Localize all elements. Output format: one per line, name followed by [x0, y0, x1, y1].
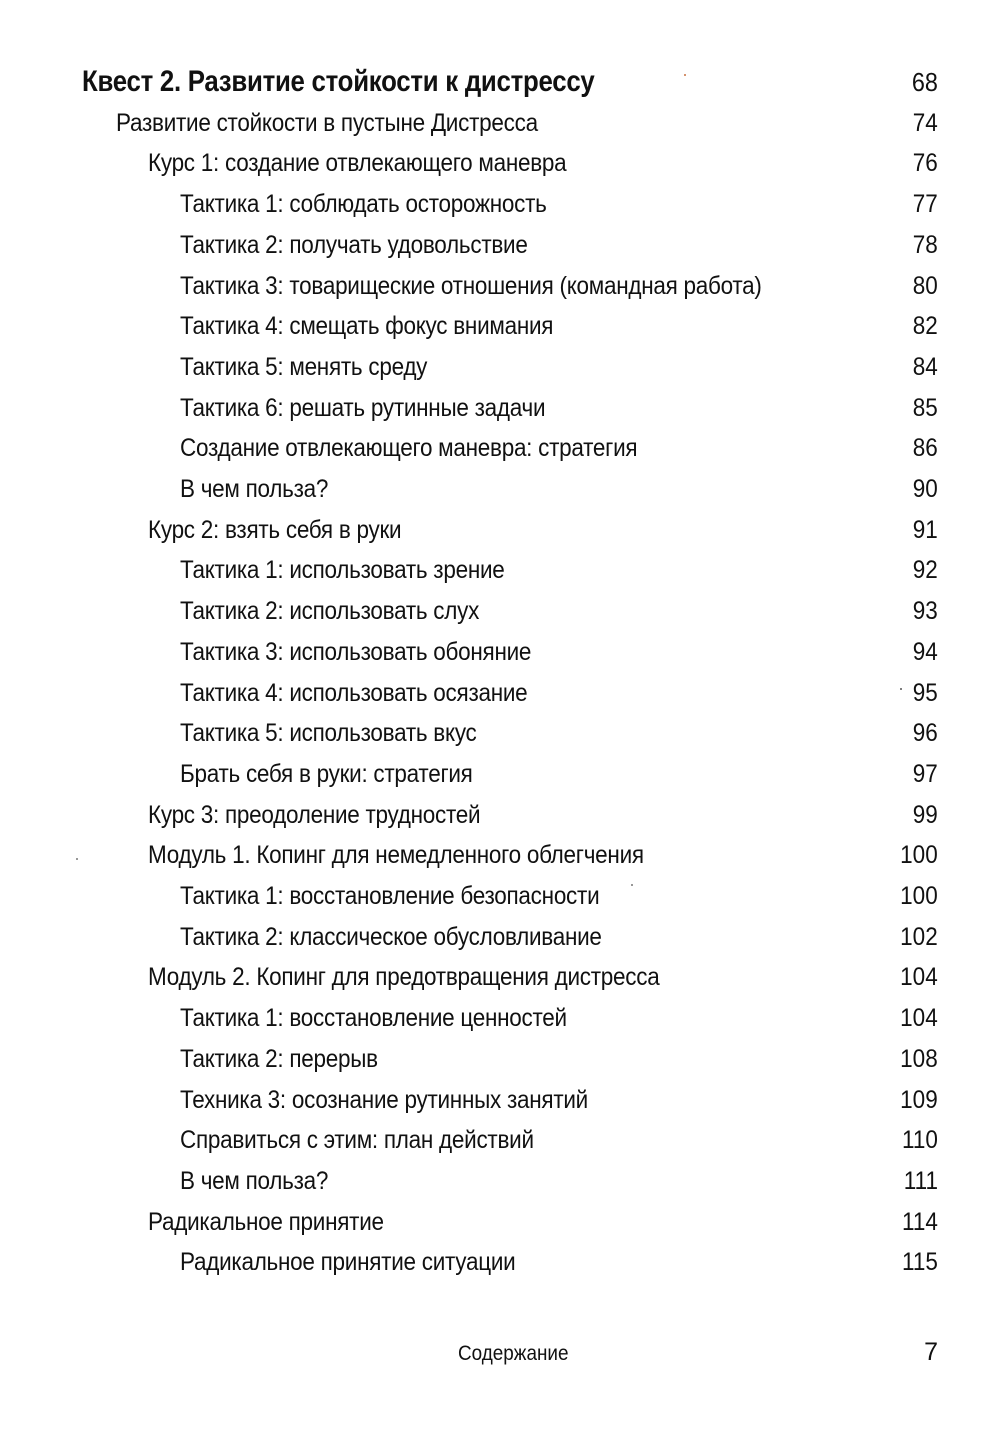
- toc-entry-page: 96: [912, 719, 938, 748]
- toc-entry-page: 95: [912, 678, 938, 707]
- toc-entry[interactable]: [0, 550, 1000, 590]
- toc-entry-title: Радикальное принятие ситуации: [180, 1248, 516, 1277]
- toc-entry[interactable]: [0, 103, 1000, 143]
- toc-entry-title: Тактика 2: перерыв: [180, 1044, 378, 1073]
- toc-entry[interactable]: [0, 1202, 1000, 1242]
- toc-entry-title: Курс 1: создание отвлекающего маневра: [148, 149, 567, 178]
- toc-entry-title: Создание отвлекающего маневра: стратегия: [180, 434, 638, 463]
- toc-entry-title: Тактика 4: использовать осязание: [180, 678, 528, 707]
- toc-entry[interactable]: [0, 225, 1000, 265]
- toc-entry-page: 77: [912, 190, 938, 219]
- toc-entry-page: 115: [902, 1248, 938, 1277]
- toc-entry-page: 109: [900, 1085, 938, 1114]
- toc-entry-title: Курс 2: взять себя в руки: [148, 515, 402, 544]
- toc-entry-title: Тактика 3: товарищеские отношения (командная работа): [180, 271, 762, 300]
- toc-entry[interactable]: [0, 795, 1000, 835]
- toc-entry[interactable]: [0, 469, 1000, 509]
- toc-entry[interactable]: [0, 876, 1000, 916]
- toc-entry-title: Тактика 2: классическое обусловливание: [180, 922, 602, 951]
- toc-entry[interactable]: [0, 510, 1000, 550]
- toc-entry-page: 84: [912, 352, 938, 381]
- toc-entry[interactable]: [0, 917, 1000, 957]
- toc-entry[interactable]: [0, 1039, 1000, 1079]
- toc-entry[interactable]: [0, 184, 1000, 224]
- toc-entry[interactable]: [0, 266, 1000, 306]
- toc-entry-title: В чем польза?: [180, 475, 329, 503]
- toc-entry-title: Модуль 1. Копинг для немедленного облегчения: [148, 841, 644, 870]
- toc-entry-page: 86: [912, 434, 938, 463]
- toc-entry[interactable]: [0, 1161, 1000, 1201]
- toc-entry[interactable]: [0, 1080, 1000, 1120]
- toc-entry-page: 80: [912, 271, 938, 300]
- toc-entry-title: Курс 3: преодоление трудностей: [148, 800, 481, 829]
- toc-entry[interactable]: [0, 62, 1000, 102]
- toc-entry-page: 102: [900, 922, 938, 951]
- toc-entry-title: Развитие стойкости в пустыне Дистресса: [116, 108, 538, 137]
- toc-entry[interactable]: [0, 591, 1000, 631]
- toc-entry-title: Справиться с этим: план действий: [180, 1126, 534, 1155]
- toc-entry[interactable]: [0, 673, 1000, 713]
- toc-entry[interactable]: [0, 713, 1000, 753]
- toc-entry-page: 94: [912, 637, 938, 666]
- toc-entry-title: Тактика 2: получать удовольствие: [180, 230, 528, 259]
- toc-entry-title: Тактика 2: использовать слух: [180, 597, 480, 626]
- toc-entry-title: Тактика 1: восстановление ценностей: [180, 1004, 567, 1033]
- toc-entry-title: Тактика 1: использовать зрение: [180, 556, 505, 585]
- print-speck: [631, 884, 633, 886]
- toc-entry-page: 99: [912, 800, 938, 829]
- toc-entry-title: Модуль 2. Копинг для предотвращения дистресса: [148, 963, 660, 992]
- toc-entry-page: 91: [912, 515, 938, 544]
- toc-entry-title: В чем польза?: [180, 1166, 329, 1195]
- toc-entry-page: 76: [912, 149, 938, 178]
- toc-entry-page: 100: [900, 882, 938, 910]
- toc-entry[interactable]: [0, 347, 1000, 387]
- toc-entry-page: 110: [902, 1126, 938, 1155]
- toc-entry[interactable]: [0, 1242, 1000, 1282]
- toc-entry-title: Тактика 4: смещать фокус внимания: [180, 312, 554, 341]
- toc-entry-title: Тактика 1: соблюдать осторожность: [180, 190, 547, 219]
- toc-entry[interactable]: [0, 388, 1000, 428]
- toc-entry-page: 93: [912, 597, 938, 626]
- toc-entry-page: 104: [900, 963, 938, 992]
- toc-entry[interactable]: [0, 835, 1000, 875]
- toc-entry-page: 78: [912, 230, 938, 259]
- toc-entry-page: 90: [912, 475, 938, 503]
- toc-entry[interactable]: [0, 306, 1000, 346]
- footer-page-number: 7: [924, 1338, 938, 1366]
- toc-entry[interactable]: [0, 143, 1000, 183]
- toc-entry-title: Квест 2. Развитие стойкости к дистрессу: [82, 65, 595, 98]
- toc-entry-title: Тактика 3: использовать обоняние: [180, 637, 532, 666]
- toc-entry-page: 85: [912, 393, 938, 422]
- toc-entry-page: 100: [900, 841, 938, 870]
- toc-entry-page: 108: [900, 1044, 938, 1073]
- toc-entry-page: 97: [912, 759, 938, 788]
- toc-entry-page: 82: [912, 312, 938, 341]
- toc-entry-title: Тактика 5: менять среду: [180, 352, 428, 381]
- toc-entry-page: 74: [912, 108, 938, 137]
- toc-entry-title: Техника 3: осознание рутинных занятий: [180, 1085, 588, 1114]
- toc-entry-title: Тактика 1: восстановление безопасности: [180, 882, 600, 910]
- print-speck: [900, 688, 902, 690]
- toc-entry-page: 104: [900, 1004, 938, 1033]
- toc-entry-page: 111: [903, 1166, 938, 1195]
- toc-entry-title: Тактика 5: использовать вкус: [180, 719, 477, 748]
- toc-entry[interactable]: [0, 998, 1000, 1038]
- toc-entry-page: 92: [912, 556, 938, 585]
- toc-entry[interactable]: [0, 1120, 1000, 1160]
- toc-entry-title: Тактика 6: решать рутинные задачи: [180, 393, 546, 422]
- toc-entry-page: 68: [911, 67, 938, 97]
- toc-entry[interactable]: [0, 754, 1000, 794]
- toc-entry-title: Брать себя в руки: стратегия: [180, 759, 473, 788]
- toc-entry[interactable]: [0, 428, 1000, 468]
- toc-entry[interactable]: [0, 632, 1000, 672]
- toc-entry-page: 114: [902, 1207, 938, 1236]
- print-speck: [684, 74, 686, 76]
- toc-entry[interactable]: [0, 957, 1000, 997]
- print-speck: [76, 858, 78, 860]
- toc-entry-title: Радикальное принятие: [148, 1207, 384, 1236]
- footer-label: Содержание: [458, 1342, 569, 1365]
